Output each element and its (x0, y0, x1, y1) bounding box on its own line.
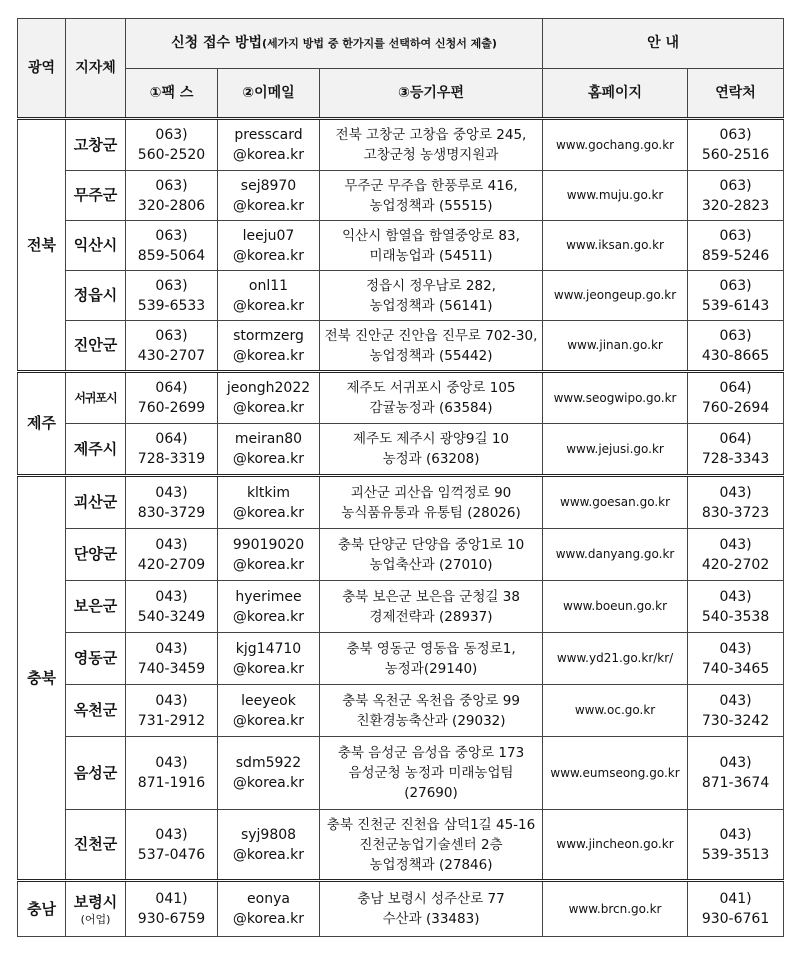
table-row (18, 476, 784, 529)
homepage-link[interactable]: www.danyang.go.kr (543, 529, 688, 581)
contact-cell: 043) 830-3723 (688, 476, 784, 529)
fax-cell: 043) 540-3249 (126, 581, 218, 633)
header-fax: ①팩 스 (126, 69, 218, 119)
homepage-link[interactable]: www.oc.go.kr (543, 685, 688, 737)
fax-cell: 063) 859-5064 (126, 221, 218, 271)
homepage-link[interactable]: www.jincheon.go.kr (543, 810, 688, 881)
email-cell: onl11 @korea.kr (218, 271, 320, 321)
fax-cell: 043) 420-2709 (126, 529, 218, 581)
email-cell: leeju07 @korea.kr (218, 221, 320, 271)
email-cell: kjg14710 @korea.kr (218, 633, 320, 685)
city-cell: 익산시 (66, 221, 126, 271)
homepage-link[interactable]: www.jeongeup.go.kr (543, 271, 688, 321)
contact-cell: 064) 760-2694 (688, 372, 784, 424)
address-cell: 충북 옥천군 옥천읍 중앙로 99 친환경농축산과 (29032) (320, 685, 543, 737)
city-cell: 영동군 (66, 633, 126, 685)
contact-cell: 043) 420-2702 (688, 529, 784, 581)
fax-cell: 043) 871-1916 (126, 737, 218, 810)
email-cell: leeyeok @korea.kr (218, 685, 320, 737)
table-row (18, 529, 784, 581)
email-cell: jeongh2022 @korea.kr (218, 372, 320, 424)
city-cell: 괴산군 (66, 476, 126, 529)
fax-cell: 043) 537-0476 (126, 810, 218, 881)
table-row (18, 881, 784, 937)
region-chungnam: 충남 (18, 881, 66, 937)
header-homepage: 홈페이지 (543, 69, 688, 119)
table-row (18, 737, 784, 810)
city-cell: 단양군 (66, 529, 126, 581)
city-subnote: (어업) (80, 912, 111, 926)
address-cell: 충북 음성군 음성읍 중앙로 173 음성군청 농정과 미래농업팀 (27690) (320, 737, 543, 810)
address-cell: 제주도 서귀포시 중앙로 105 감귤농정과 (63584) (320, 372, 543, 424)
homepage-link[interactable]: www.iksan.go.kr (543, 221, 688, 271)
address-cell: 정읍시 정우남로 282, 농업정책과 (56141) (320, 271, 543, 321)
contact-cell: 063) 430-8665 (688, 321, 784, 372)
address-cell: 전북 진안군 진안읍 진무로 702-30, 농업정책과 (55442) (320, 321, 543, 372)
homepage-link[interactable]: www.jinan.go.kr (543, 321, 688, 372)
city-cell: 옥천군 (66, 685, 126, 737)
city-cell: 보은군 (66, 581, 126, 633)
header-region: 광역 (18, 19, 66, 119)
address-cell: 무주군 무주읍 한풍루로 416, 농업정책과 (55515) (320, 171, 543, 221)
email-cell: sdm5922 @korea.kr (218, 737, 320, 810)
homepage-link[interactable]: www.seogwipo.go.kr (543, 372, 688, 424)
header-method-title: 신청 접수 방법 (171, 35, 262, 51)
contact-cell: 063) 539-6143 (688, 271, 784, 321)
homepage-link[interactable]: www.goesan.go.kr (543, 476, 688, 529)
city-cell: 진안군 (66, 321, 126, 372)
header-guide: 안 내 (543, 19, 784, 69)
address-cell: 충북 영동군 영동읍 동정로1, 농정과(29140) (320, 633, 543, 685)
fax-cell: 064) 728-3319 (126, 424, 218, 476)
address-cell: 충남 보령시 성주산로 77 수산과 (33483) (320, 881, 543, 937)
contact-cell: 063) 859-5246 (688, 221, 784, 271)
email-cell: eonya @korea.kr (218, 881, 320, 937)
city-cell: 서귀포시 (66, 372, 126, 424)
homepage-link[interactable]: www.muju.go.kr (543, 171, 688, 221)
city-cell: 정읍시 (66, 271, 126, 321)
address-cell: 괴산군 괴산읍 임꺽정로 90 농식품유통과 유통팀 (28026) (320, 476, 543, 529)
fax-cell: 043) 830-3729 (126, 476, 218, 529)
contact-cell: 043) 740-3465 (688, 633, 784, 685)
fax-cell: 043) 731-2912 (126, 685, 218, 737)
city-cell: 음성군 (66, 737, 126, 810)
table-row (18, 271, 784, 321)
fax-cell: 041) 930-6759 (126, 881, 218, 937)
email-cell: syj9808 @korea.kr (218, 810, 320, 881)
header-method-note: (세가지 방법 중 한가지를 선택하여 신청서 제출) (262, 37, 497, 50)
homepage-link[interactable]: www.gochang.go.kr (543, 119, 688, 171)
contact-cell: 043) 540-3538 (688, 581, 784, 633)
email-cell: hyerimee @korea.kr (218, 581, 320, 633)
contact-cell: 063) 320-2823 (688, 171, 784, 221)
fax-cell: 063) 539-6533 (126, 271, 218, 321)
fax-cell: 063) 560-2520 (126, 119, 218, 171)
homepage-link[interactable]: www.eumseong.go.kr (543, 737, 688, 810)
contact-cell: 043) 730-3242 (688, 685, 784, 737)
table-row (18, 424, 784, 476)
region-jeonbuk: 전북 (18, 119, 66, 372)
table-row (18, 372, 784, 424)
fax-cell: 064) 760-2699 (126, 372, 218, 424)
contact-cell: 043) 539-3513 (688, 810, 784, 881)
table-row (18, 633, 784, 685)
region-chungbuk: 충북 (18, 476, 66, 881)
header-mail: ③등기우편 (320, 69, 543, 119)
fax-cell: 063) 320-2806 (126, 171, 218, 221)
address-cell: 전북 고창군 고창읍 중앙로 245, 고창군청 농생명지원과 (320, 119, 543, 171)
address-cell: 익산시 함열읍 함열중앙로 83, 미래농업과 (54511) (320, 221, 543, 271)
email-cell: sej8970 @korea.kr (218, 171, 320, 221)
contact-cell: 063) 560-2516 (688, 119, 784, 171)
email-cell: 99019020 @korea.kr (218, 529, 320, 581)
city-cell: 고창군 (66, 119, 126, 171)
homepage-link[interactable]: www.jejusi.go.kr (543, 424, 688, 476)
email-cell: kltkim @korea.kr (218, 476, 320, 529)
address-cell: 충북 보은군 보은읍 군청길 38 경제전략과 (28937) (320, 581, 543, 633)
contact-cell: 064) 728-3343 (688, 424, 784, 476)
contact-cell: 041) 930-6761 (688, 881, 784, 937)
fax-cell: 063) 430-2707 (126, 321, 218, 372)
address-cell: 제주도 제주시 광양9길 10 농정과 (63208) (320, 424, 543, 476)
email-cell: presscard @korea.kr (218, 119, 320, 171)
application-table (17, 18, 784, 937)
contact-cell: 043) 871-3674 (688, 737, 784, 810)
region-jeju: 제주 (18, 372, 66, 476)
header-city: 지자체 (66, 19, 126, 119)
header-contact: 연락처 (688, 69, 784, 119)
address-cell: 충북 단양군 단양읍 중앙1로 10 농업축산과 (27010) (320, 529, 543, 581)
homepage-link[interactable]: www.brcn.go.kr (543, 881, 688, 937)
homepage-link[interactable]: www.yd21.go.kr/kr/ (543, 633, 688, 685)
table-row (18, 221, 784, 271)
table-row (18, 119, 784, 171)
header-method (126, 19, 543, 69)
city-cell: 보령시 (어업) (66, 881, 126, 937)
header-email: ②이메일 (218, 69, 320, 119)
city-cell: 진천군 (66, 810, 126, 881)
city-cell: 무주군 (66, 171, 126, 221)
table-row (18, 685, 784, 737)
table-row (18, 321, 784, 372)
fax-cell: 043) 740-3459 (126, 633, 218, 685)
address-cell: 충북 진천군 진천읍 삼덕1길 45-16 진천군농업기술센터 2층 농업정책과 (27846) (320, 810, 543, 881)
email-cell: meiran80 @korea.kr (218, 424, 320, 476)
table-row (18, 581, 784, 633)
email-cell: stormzerg @korea.kr (218, 321, 320, 372)
homepage-link[interactable]: www.boeun.go.kr (543, 581, 688, 633)
table-row (18, 171, 784, 221)
city-cell: 제주시 (66, 424, 126, 476)
table-row (18, 810, 784, 881)
